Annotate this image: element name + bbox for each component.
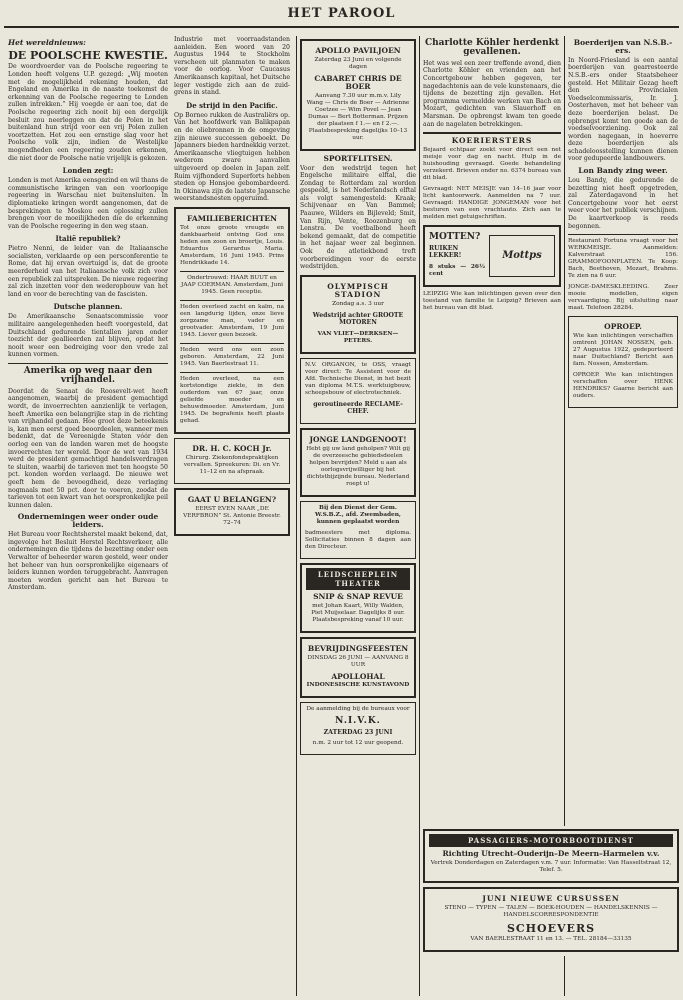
headline-polish-question: DE POOLSCHE KWESTIE.	[8, 48, 168, 62]
ad-apollo-title: APOLLO PAVILJOEN	[315, 46, 401, 55]
ad-nivk	[300, 702, 416, 755]
subheading: De strijd in den Pacific.	[186, 100, 278, 110]
divider	[8, 363, 168, 364]
ad-feesten-venue: APOLLOHAL	[331, 671, 385, 681]
divider	[180, 300, 284, 301]
article-body: De Amerikaansche Senaatscommissie voor militaire aangelegenheden heeft voorgesteld, dat Duitschland gedurende tientallen jaren onder toezicht der geallieerden zal blijven, opdat het nooit weer een bedreiging voor den vrede zal kunnen vormen.	[8, 313, 168, 359]
divider	[423, 132, 561, 134]
article-body: De woordvoerder van de Poolsche regeering te Londen heeft volgens U.P. gezegd: „Wij moeten met de mogelijkheid rekening houden, dat Engeland en Amerika in de naaste toekomst de erkenning van de Poolsche regeering te Londen zullen intrekken.” Hij voegde er aan toe, dat de Poolsche regeering zich nooit bij een dergelijk besluit zou neerleggen en dat de Polen in het buitenland hun strijd voor een vrij Polen zullen voortzetten. Het zou een ernstige slag voor het Poolsche volk zijn, indien de Westelijke mogendheden een regeering zouden erkennen, die niet door de Poolsche natie vrijelijk is gekozen.	[8, 63, 168, 162]
ad-landgenoot-body: Hebt gij uw land geholpen? Wilt gij de overzeesche gebiedsdeelen helpen bevrijden? Meld u aan als oorlogsvrijwilliger bij het dichtstbijzijnde bureau. Nederland roept u!	[306, 445, 410, 487]
ad-motorbootdienst	[423, 829, 679, 883]
ad-nivk-title: N.I.V.K.	[335, 716, 381, 727]
article-body: Het was wel een zeer treffende avond, dien Charlotte Köhler en vrienden aan het Concertgebouw hebben gegeven, ter nagedachtenis aan de vele kunstenaars, die tijdens de bezetting zijn gevallen. Het programma vermeldde werken van Bach en Mozart, gedichten van Slauerhoff en Marsman. De opbrengst kwam ten goede aan de nagelaten betrekkingen.	[423, 59, 561, 128]
ad-reclame-chef: geroutineerde RECLAME-CHEF.	[313, 400, 403, 416]
ad-bevrijdingsfeesten	[300, 637, 416, 699]
classified-ad: LEIPZIG Wie kan inlichtingen geven over den toestand van familie te Leipzig? Brieven aan het bureau van dit blad.	[423, 290, 561, 311]
masthead	[0, 0, 683, 34]
ad-zwembaden	[300, 501, 416, 559]
ad-mottps-slogan: RUIKEN LEKKER!	[429, 244, 462, 260]
column-pacific-family	[174, 36, 290, 996]
ad-theater-title: LEIDSCHEPLEIN THEATER	[306, 568, 410, 590]
ad-schoevers	[423, 887, 679, 952]
article-body: Lou Bandy, die gedurende de bezetting niet heeft opgetreden, zal Zaterdagavond in het Concertgebouw voor het eerst weer voor het publiek verschijnen. De kaartverkoop is reeds begonnen.	[568, 176, 678, 230]
ad-motorboot-body: Vertrek Donderdagen en Zaterdagen v.m. 7 uur. Informatie: Van Hasseltstraat 12, Telef. 5.	[430, 859, 672, 873]
headline-charlotte-kohler: Charlotte Köhler herdenkt gevallenen.	[424, 38, 560, 58]
divider	[568, 234, 678, 235]
article-body: Pietro Nenni, de leider van de Italiaansche socialisten, verklaarde op een persconferentie te Rome, dat hij ervan overtuigd is, dat de groote meerderheid van het Italiaansche volk zich voor een republiek zal uitspreken. De nieuwe regeering zal zich inzetten voor den wederopbouw van het land en voor de berechting van de fascisten.	[8, 245, 168, 298]
article-body: Industrie met voorraadstanden aanleiden. Een woord van 20 Augustus 1944 te Stockholm verscheen uit planmaten te maken voor de oorlog. Voor Caucasus Amerikaansch kapitaal, het Duitsche leger vestigde zich aan de zuid-grens in stand.	[174, 36, 290, 97]
family-notice: Heden werd ons een zoon geboren. Amsterdam, 22 Juni 1945. Van Baerlestraat 11.	[180, 346, 284, 367]
ad-nivk-time: n.m. 2 uur tot 12 uur geopend.	[312, 740, 404, 747]
divider	[180, 372, 284, 373]
headline-lou-bandy: Lon Bandy zing weer.	[578, 166, 668, 176]
family-notice: Ondertrouwd: HAAR BUUT en JAAP COERMAN. Amsterdam, Juni 1945. Geen receptie.	[181, 274, 283, 295]
divider	[180, 271, 284, 272]
article-body: Londen is met Amerika eensgezind en wil thans de communistische kringen van een voorloopige regeering in Warschau niet buitensluiten. In diplomatieke kringen wordt aangenomen, dat de besprekingen te Moskou een oplossing zullen brengen voor de moeilijkheden die de erkenning van de Poolsche regeering in den weg staan.	[8, 177, 168, 230]
ad-zwembaden-body: badmeesters met diploma. Sollicitaties binnen 8 dagen aan den Directeur.	[305, 529, 411, 550]
subheading: Dutsche plannen.	[53, 302, 123, 312]
ad-schoevers-name: SCHOEVERS	[506, 921, 596, 935]
article-body: Doordat de Senaat de Roosevelt-wet heeft aangenomen, waarbij de president gemachtigd wordt, de invoerrechten aanzienlijk te verlagen, heeft Amerika een belangrijke stap in de richting van vrijhandel gedaan. Hoe groot deze beteekenis is, kan men eerst goed beoordeelen, wanneer men bedenkt, dat de Vereenigde Staten vóór den oorlog een van de landen waren met de hoogste invoerrechten ter wereld. Door de wet van 1934 werd de president gemachtigd handelsverdragen te sluiten, waarbij de tarieven met ten hoogste 50 pct. konden worden verlaagd. De nieuwe wet geeft hem de bevoegdheid, deze verlaging nogmaals met 50 pct. door te voeren, zoodat de tarieven tot een kwart van het oorspronkelijke peil kunnen dalen.	[8, 387, 168, 509]
family-notices	[174, 207, 290, 434]
ad-theater-show: SNIP & SNAP REVUE	[313, 591, 403, 601]
oproep-notice	[568, 316, 678, 408]
column-world-news	[8, 36, 168, 996]
classified-ad: Restaurant Fortuna vraagt voor het WERKMEISJE. Aanmelden: Kalverstraat 156. GRAMMOFOONPLATEN. Te Koop: Bach, Beethoven, Mozart, Brahms. Te zien na 6 uur.	[568, 238, 678, 280]
ad-schoevers-courses: STENO — TYPEN — TALEN — BOEK-HOUDEN — HANDELSKENNIS — HANDELSCORRESPONDENTIE	[444, 904, 658, 918]
ad-apollo-sub: Zaterdag 23 Juni en volgende dagen	[314, 56, 402, 70]
column-entertainment	[300, 36, 416, 996]
headline-boerderijen: Boerderijen van N.S.B.-ers.	[573, 38, 673, 55]
ad-schoevers-address: VAN BAERLESTRAAT 11 en 13. — TEL. 28184—33135	[470, 936, 632, 943]
divider	[180, 343, 284, 344]
ad-nivk-head: De aanmelding bij de bureaux voor	[306, 706, 410, 713]
classified-ad: JONGE-DAMESKLEEDING. Zeer mooie modellen, eigen vervaardiging. Bij uitsluiting naar maat. Telefoon 28284.	[568, 284, 678, 312]
article-body: Het Bureau voor Rechtsherstel maakt bekend, dat, ingevolge het Besluit Herstel Rechtsverkeer, alle ondernemingen die tijdens de bezetting onder een Verwalter of beheerder waren gesteld, weer onder het beheer van hun oorspronkelijke eigenaars of leiders kunnen worden teruggebracht. Aanvragen moeten worden gericht aan het Bureau te Amsterdam.	[8, 531, 168, 592]
ad-motorboot-route: Richting Utrecht–Ouderijn–De Meern–Harmelen v.v.	[442, 849, 660, 858]
ad-koch-body: Chirurg. Ziekenfondspraktijken vervallen. Spreekuren: Di. en Vr. 11–12 en na afspraak.	[183, 454, 281, 475]
ad-olympisch-stadion	[300, 275, 416, 354]
headline-sport: SPORTFLITSEN.	[323, 153, 393, 163]
ad-theater-body: met Johan Kaart, Willy Walden, Piet Muijselaar. Dagelijks 8 uur. Plaatsbespreking vanaf 10 uur.	[311, 602, 405, 623]
oproep-body: Wie kan inlichtingen verschaffen omtrent JOHAN NOSSEN, geb. 27 Augustus 1922, gedeporteerd naar Duitschland? Bericht aan fam. Nossen, Amsterdam.	[573, 332, 673, 367]
ad-mottps-text	[429, 230, 485, 282]
bottom-ads	[423, 826, 679, 956]
headline-america-free-trade: Amerika op weg naar den vrijhandel.	[23, 366, 153, 386]
ad-verfbron-title: GAAT U BELANGEN?	[187, 494, 277, 504]
article-body: Op Borneo rukken de Australiërs op. Van het hoofdwerk van Balikpapan en de oliebronnen in de omgeving zijn nieuwe successen geboekt. De Japanners bieden hardnekkig verzet. Amerikaansche vliegtuigen hebben wederom zware aanvallen uitgevoerd op doelen in Japan zelf. Ruim vijfhonderd Superforts hebben steden op Honsjoe gebombardeerd. In Okinawa zijn de laatste Japansche weerstandsnesten opgeruimd.	[174, 111, 290, 203]
ad-apollo-show: CABARET CHRIS DE BOER	[314, 73, 402, 91]
ad-koch-name: DR. H. C. KOCH Jr.	[192, 443, 272, 453]
ad-nivk-date: ZATERDAG 23 JUNI	[323, 728, 393, 736]
ad-feesten-title: BEVRIJDINGSFEESTEN	[307, 643, 409, 653]
ad-mottps-title: MOTTEN?	[429, 232, 481, 243]
headline-enterprises: Ondernemingen weer onder oude leiders.	[17, 512, 159, 530]
ad-apollo-paviljoen	[300, 39, 416, 151]
ad-landgenoot-title: JONGE LANDGENOOT!	[309, 434, 407, 444]
ad-organon	[300, 358, 416, 424]
ad-mottps-price: 8 stuks — 26½ cent	[429, 263, 485, 277]
column-rule	[419, 36, 420, 996]
ad-schoevers-title: JUNI NIEUWE CURSUSSEN	[482, 893, 620, 903]
ad-mottps-row	[429, 230, 555, 282]
family-notices-title: FAMILIEBERICHTEN	[186, 213, 278, 223]
ad-feesten-sub: DINSDAG 26 JUNI — AANVANG 8 UUR	[307, 654, 409, 668]
article-body: Voor den wedstrijd tegen het Engelsche militaire elftal, die Zondag te Rotterdam zal worden gespeeld, is het Nederlandsch elftal als volgt samengesteld: Kraak; Schijvenaar en Van Bammel; Paauwe, Wilders en Bijleveld; Smit, Van Rijn, Vente, Roozenburg en Lenstra. De voetbalbond heeft bekend gemaakt, dat de competitie in het najaar weer zal beginnen. Ook de atletiekbond treft voorbereidingen voor de eerste wedstrijden.	[300, 164, 416, 271]
ad-stadion-names: VAN VLIET—DERKSEN—PETERS.	[317, 330, 399, 344]
column-rule	[296, 36, 297, 996]
family-notice: Heden overleed, na een kortstondige ziekte, in den ouderdom van 67 jaar, onze geliefde moeder en behuwdmoeder. Amsterdam, Juni 1945. De begrafenis heeft plaats gehad.	[180, 375, 284, 424]
ad-feesten-event: INDONESISCHE KUNSTAVOND	[306, 682, 410, 689]
classified-ad: Bejaard echtpaar zoekt voor direct een net meisje voor dag en nacht. Hulp in de huishouding gevraagd. Goede behandeling verzekerd. Brieven onder no. 6374 bureau van dit blad.	[423, 147, 561, 182]
classifieds-koeriersters-title: KOERIERSTERS	[451, 136, 533, 146]
article-body: In Noord-Friesland is een aantal boerderijen van gearresteerde N.S.B.-ers onder Staatsbeheer gesteld. Het Militair Gezag heeft den Provincialen Voedselcommissaris, Ir. J. Oosterhaven, met het beheer van deze boerderijen belast. De opbrengst komt ten goede aan de voedselvoorziening. Ook zal worden nagegaan, in hoeverre deze boerderijen als schadeloosstelling kunnen dienen voor gedupeerde landbouwers.	[568, 56, 678, 163]
ad-verfbron-body: EERST EVEN NAAR „DE VERFBRON” St. Antonie Breestr. 72–74	[183, 505, 281, 526]
ad-mottps	[423, 225, 561, 287]
mottps-logo: Mottps	[489, 235, 555, 277]
ad-verfbron	[174, 488, 290, 536]
ad-apollo-body: Aanvang 7.30 uur m.m.v. Lily Wang — Chris de Boer — Adrienne Coetzee — Wim Povel — Jean Dumas — Bert Botterman. Prijzen der plaatsen f 1.— en f 2.—. Plaatsbespreking dagelijks 10–13 uur.	[306, 92, 410, 141]
ad-stadion-sub: Zondag a.s. 3 uur	[332, 300, 384, 307]
ad-motorboot-title: PASSAGIERS-MOTORBOOTDIENST	[429, 834, 673, 847]
ad-stadion-event: Wedstrijd achter GROOTE MOTOREN	[312, 311, 404, 327]
newspaper-name: HET PAROOL	[287, 6, 396, 21]
ad-jonge-landgenoot	[300, 428, 416, 497]
family-notice: Heden overleed zacht en kalm, na een langdurig lijden, onze lieve zorgzame man, vader en grootvader. Amsterdam, 19 Juni 1945. Liever geen bezoek.	[180, 303, 284, 338]
ad-koch	[174, 438, 290, 484]
subheading: Londen zegt:	[62, 166, 114, 176]
ad-stadion-title: OLYMPISCH STADION	[327, 281, 389, 299]
ad-organon-body: N.V. ORGANON, te OSS, vraagt voor direct: Te Assistent voor de Afd. Technische Dienst, in het bezit van diploma M.T.S. werktuigbouw, scheepsbouw of electrotechniek.	[305, 361, 411, 396]
classified-ad: Gevraagd: NET MEISJE van 14–16 jaar voor licht kantoorwerk. Aanmelden na 7 uur. Gevraagd: HANDIGE JONGEMAN voor het besturen van een vrachtauto. Zich aan te melden met getuigschriften.	[423, 186, 561, 221]
oproep-body: OPROEP. Wie kan inlichtingen verschaffen over HENK HENDRIKS? Gaarne bericht aan ouders.	[573, 371, 673, 399]
family-notice: Tot onze groote vreugde en dankbaarheid ontving God ons heden een zoon en broertje, Louis. Eduardus Gerardus Maria. Amsterdam, 16 Juni 1945. Prins Hendrikkade 14.	[180, 224, 284, 266]
subheading: Italië republiek?	[55, 234, 121, 244]
ad-zwembaden-title: Bij den Dienst der Gem. W.S.B.Z., afd. Zwembaden, kunnen geplaatst worden	[315, 504, 401, 525]
section-heading: Het wereldnieuws:	[8, 38, 86, 47]
ad-leidscheplein-theater	[300, 563, 416, 633]
oproep-title: OPROEP.	[604, 322, 642, 332]
masthead-rule	[4, 26, 679, 28]
